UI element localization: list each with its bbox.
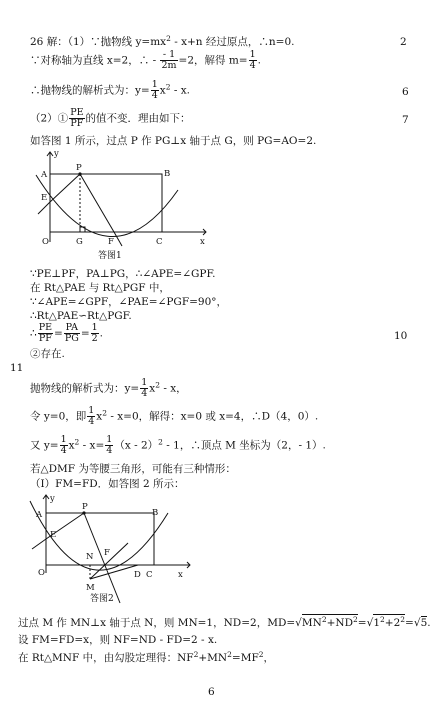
solution-line-4 bbox=[30, 108, 191, 129]
text: . bbox=[427, 617, 431, 629]
solution-line-7: 在 Rt△PAE 与 Rt△PGF 中， bbox=[30, 282, 170, 294]
numerator: - 1 bbox=[160, 50, 177, 61]
superscript: 2 bbox=[165, 82, 171, 92]
text: = bbox=[357, 617, 367, 629]
margin-number-10: 10 bbox=[394, 330, 408, 342]
label-d: D bbox=[134, 570, 141, 580]
numerator: PE bbox=[70, 107, 84, 118]
label-m: M bbox=[86, 583, 95, 593]
superscript: 2 bbox=[258, 650, 264, 659]
solution-line-9: ∴Rt△PAE∽Rt△PGF. bbox=[30, 310, 132, 322]
label-x: x bbox=[178, 570, 183, 580]
denominator: 4 bbox=[88, 415, 95, 427]
text: = bbox=[80, 327, 90, 340]
text: MN bbox=[301, 617, 322, 629]
figure-1-caption: 答图1 bbox=[98, 251, 122, 261]
text: 又 y= bbox=[30, 439, 59, 452]
text: x bbox=[68, 439, 75, 452]
superscript: 2 bbox=[400, 615, 406, 624]
denominator: 4 bbox=[249, 59, 256, 71]
text: 的值不变．理由如下： bbox=[85, 112, 191, 125]
numerator: 1 bbox=[88, 405, 95, 416]
fraction bbox=[249, 50, 257, 71]
solution-line-6: ∵PE⊥PF，PA⊥PG，∴∠APE=∠GPF. bbox=[30, 268, 216, 280]
text: 1 bbox=[373, 617, 380, 629]
label-p: P bbox=[82, 502, 88, 512]
text: x bbox=[159, 84, 166, 97]
solution-line-13 bbox=[30, 406, 318, 427]
superscript: 2 bbox=[227, 650, 232, 659]
numerator: PA bbox=[65, 322, 79, 333]
fraction bbox=[87, 406, 95, 427]
text: - x= bbox=[79, 439, 105, 452]
rectangle-oabc bbox=[50, 174, 162, 232]
label-e: E bbox=[50, 530, 57, 540]
margin-number-2: 2 bbox=[400, 36, 407, 48]
parabola bbox=[36, 175, 178, 237]
label-o: O bbox=[38, 568, 45, 578]
label-c: C bbox=[156, 237, 163, 247]
radicand bbox=[302, 614, 358, 630]
numerator: 1 bbox=[60, 434, 67, 445]
solution-line-1 bbox=[30, 34, 294, 49]
text: . bbox=[99, 327, 104, 340]
segment-pf bbox=[80, 174, 114, 232]
text: = bbox=[405, 617, 414, 629]
label-b: B bbox=[164, 169, 171, 179]
fraction bbox=[60, 435, 68, 456]
text: 令 y=0，即 bbox=[30, 410, 87, 423]
fraction bbox=[64, 323, 80, 344]
fraction bbox=[151, 80, 159, 101]
solution-line-19 bbox=[18, 650, 274, 665]
solution-line-3 bbox=[30, 80, 190, 101]
text: - x， bbox=[159, 382, 187, 395]
superscript: 2 bbox=[102, 408, 107, 418]
text: 在 Rt△MNF 中，由勾股定理得：NF bbox=[18, 652, 194, 664]
solution-line-5: 如答图 1 所示，过点 P 作 PG⊥x 轴于点 G，则 PG=AO=2. bbox=[30, 135, 317, 147]
text: 抛物线的解析式为：y= bbox=[30, 382, 140, 395]
text: ， bbox=[263, 652, 275, 664]
solution-line-17: 过点 M 作 MN⊥x 轴于点 N，则 MN=1，ND=2，$MD=√MN^2+ND^2=√1^2+2^2=√5$. bbox=[18, 615, 431, 629]
text: ∴ bbox=[30, 327, 37, 340]
text: x bbox=[96, 410, 103, 423]
label-a: A bbox=[41, 170, 48, 180]
numerator: 1 bbox=[141, 377, 148, 388]
denominator: 2m bbox=[161, 59, 177, 71]
denominator: PF bbox=[70, 117, 84, 129]
denominator: PF bbox=[38, 332, 52, 344]
fraction bbox=[91, 323, 99, 344]
fraction bbox=[140, 378, 148, 399]
text: - x=0，解得：x=0 或 x=4，∴D（4，0）. bbox=[107, 410, 319, 423]
radicand bbox=[373, 614, 405, 630]
text: - x. bbox=[170, 84, 190, 97]
label-g: G bbox=[76, 237, 83, 247]
superscript: 2 bbox=[74, 437, 80, 447]
label-n: N bbox=[86, 552, 94, 562]
figure-2 bbox=[20, 493, 195, 608]
text: = bbox=[54, 327, 63, 340]
solution-line-8: ∵∠APE=∠GPF，∠PAE=∠PGF=90°， bbox=[30, 296, 228, 308]
solution-line-12 bbox=[30, 378, 187, 399]
text: ∵对称轴为直线 x=2，∴ - bbox=[30, 54, 157, 67]
solution-line-2 bbox=[30, 50, 261, 71]
denominator: PG bbox=[64, 332, 79, 344]
label-y: y bbox=[54, 149, 59, 159]
label-a: A bbox=[36, 510, 43, 520]
margin-number-6: 6 bbox=[402, 86, 409, 98]
label-p: P bbox=[76, 163, 82, 173]
segment-pf-extension bbox=[114, 232, 122, 246]
text: 26 解：（1）∵抛物线 y=mx bbox=[30, 36, 167, 48]
fraction bbox=[69, 108, 84, 129]
fraction bbox=[105, 435, 113, 456]
solution-line-15: 若△DMF 为等腰三角形，可能有三种情形： bbox=[30, 463, 236, 475]
radicand: 5 bbox=[420, 617, 428, 629]
text: . bbox=[257, 54, 261, 67]
segment-pe bbox=[50, 174, 80, 202]
label-e: E bbox=[41, 193, 48, 203]
fraction bbox=[160, 50, 177, 71]
solution-line-10 bbox=[30, 323, 103, 344]
figure-1 bbox=[28, 149, 208, 261]
superscript: 2 bbox=[166, 34, 171, 43]
text: =2，解得 m= bbox=[178, 54, 248, 67]
solution-line-11: ②存在. bbox=[30, 348, 65, 360]
text: x bbox=[149, 382, 156, 395]
rectangle-oabc bbox=[46, 513, 154, 565]
segment-pe-extension bbox=[32, 539, 46, 549]
margin-number-11: 11 bbox=[10, 362, 24, 374]
superscript: 2 bbox=[380, 615, 385, 624]
label-f: F bbox=[108, 237, 114, 247]
superscript: 2 bbox=[193, 650, 199, 659]
solution-line-16: （I）FM=FD．如答图 2 所示： bbox=[30, 478, 185, 490]
numerator: PE bbox=[38, 322, 53, 333]
label-b: B bbox=[152, 508, 159, 518]
figure-2-caption: 答图2 bbox=[90, 594, 114, 604]
superscript: 2 bbox=[158, 437, 163, 447]
text: +2 bbox=[384, 617, 401, 629]
numerator: 1 bbox=[91, 322, 98, 333]
text: +MN bbox=[198, 652, 228, 664]
text: =MF bbox=[231, 652, 259, 664]
denominator: 4 bbox=[106, 444, 113, 456]
label-f: F bbox=[104, 548, 110, 558]
denominator: 4 bbox=[60, 444, 67, 456]
numerator: 1 bbox=[106, 434, 113, 445]
segment-pe-extension bbox=[38, 202, 50, 214]
text: （2）① bbox=[30, 112, 69, 125]
text: ∴抛物线的解析式为：y= bbox=[30, 84, 150, 97]
denominator: 2 bbox=[91, 332, 98, 344]
label-o: O bbox=[42, 237, 49, 247]
denominator: 4 bbox=[141, 387, 148, 399]
label-x: x bbox=[200, 237, 205, 247]
label-y: y bbox=[50, 494, 55, 504]
denominator: 4 bbox=[151, 89, 158, 101]
solution-line-18: 设 FM=FD=x，则 NF=ND - FD=2 - x. bbox=[18, 634, 218, 646]
text: 过点 M 作 MN⊥x 轴于点 N，则 MN=1，ND=2，MD= bbox=[18, 617, 296, 629]
text: - x+n 经过原点，∴n=0. bbox=[170, 36, 295, 48]
text: - 1，∴顶点 M 坐标为（2，- 1）. bbox=[162, 439, 326, 452]
numerator: 1 bbox=[249, 49, 256, 60]
label-c: C bbox=[146, 570, 153, 580]
superscript: 2 bbox=[155, 380, 160, 390]
text: （x - 2） bbox=[114, 439, 159, 452]
numerator: 1 bbox=[151, 79, 158, 90]
superscript: 2 bbox=[353, 615, 358, 624]
page-number: 6 bbox=[208, 686, 215, 698]
margin-number-7: 7 bbox=[402, 114, 409, 126]
solution-line-14 bbox=[30, 435, 326, 456]
superscript: 2 bbox=[321, 615, 327, 624]
fraction bbox=[38, 323, 53, 344]
text: +ND bbox=[326, 617, 354, 629]
